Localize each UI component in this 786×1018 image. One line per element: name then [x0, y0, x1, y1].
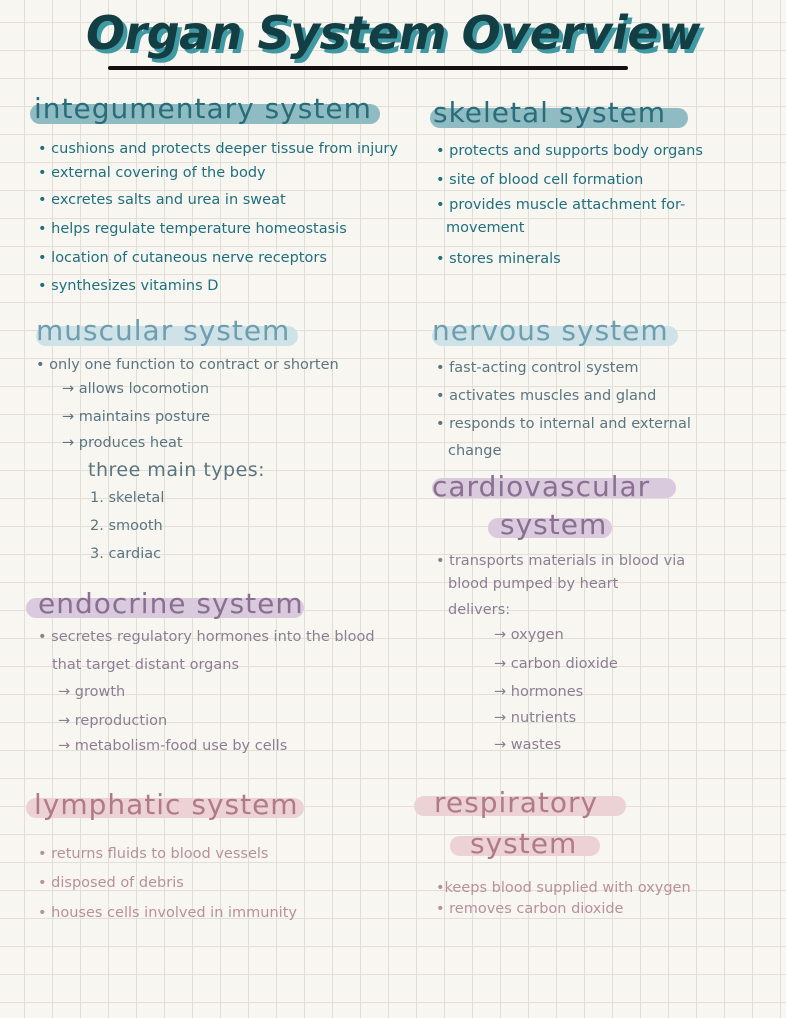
list-item: • location of cutaneous nerve receptors: [38, 250, 327, 266]
list-item: • returns fluids to blood vessels: [38, 846, 269, 862]
list-item: → carbon dioxide: [494, 656, 618, 672]
respiratory-heading: respiratory: [434, 786, 599, 819]
muscular-heading: muscular system: [36, 314, 291, 347]
list-item: • houses cells involved in immunity: [38, 905, 297, 921]
list-item: • only one function to contract or shorten: [36, 357, 339, 373]
list-item: • synthesizes vitamins D: [38, 278, 219, 294]
list-item: • helps regulate temperature homeostasis: [38, 221, 347, 237]
list-item: • fast-acting control system: [436, 360, 639, 376]
list-item: • protects and supports body organs: [436, 143, 703, 159]
list-item: 1. skeletal: [90, 490, 165, 506]
list-item: • removes carbon dioxide: [436, 901, 624, 917]
list-item: • activates muscles and gland: [436, 388, 657, 404]
list-item: •keeps blood supplied with oxygen: [436, 880, 691, 896]
list-item: • excretes salts and urea in sweat: [38, 192, 286, 208]
list-item: movement: [446, 220, 525, 236]
list-item: → metabolism-food use by cells: [58, 738, 288, 754]
cardiovascular-heading-line-2: system: [500, 508, 608, 541]
list-item: • site of blood cell formation: [436, 172, 644, 188]
list-item: • disposed of debris: [38, 875, 184, 891]
list-item: → nutrients: [494, 710, 577, 726]
list-item: → growth: [58, 684, 126, 700]
list-item: → allows locomotion: [62, 381, 210, 397]
list-item: blood pumped by heart: [448, 576, 619, 592]
list-item: → hormones: [494, 684, 584, 700]
list-item: 2. smooth: [90, 518, 163, 534]
list-item: delivers:: [448, 602, 511, 618]
list-item: • responds to internal and external: [436, 416, 691, 432]
title-underline: [108, 66, 628, 70]
list-item: • secretes regulatory hormones into the blood: [38, 629, 375, 645]
list-item: • cushions and protects deeper tissue from injury: [38, 141, 398, 157]
types-heading: three main types:: [88, 459, 266, 481]
list-item: → maintains posture: [62, 409, 211, 425]
list-item: • stores minerals: [436, 251, 561, 267]
integumentary-heading: integumentary system: [34, 92, 372, 125]
respiratory-heading-line-2: system: [470, 827, 578, 860]
list-item: • provides muscle attachment for-: [436, 197, 686, 213]
endocrine-heading: endocrine system: [38, 587, 304, 620]
list-item: • external covering of the body: [38, 165, 266, 181]
cardiovascular-heading: cardiovascular: [432, 470, 651, 503]
list-item: change: [448, 443, 502, 459]
list-item: 3. cardiac: [90, 546, 162, 562]
page-title: Organ System Overview: [85, 6, 701, 60]
list-item: → oxygen: [494, 627, 564, 643]
list-item: → produces heat: [62, 435, 183, 451]
lymphatic-heading: lymphatic system: [34, 788, 299, 821]
list-item: → reproduction: [58, 713, 168, 729]
list-item: that target distant organs: [52, 657, 240, 673]
list-item: → wastes: [494, 737, 562, 753]
nervous-heading: nervous system: [432, 314, 669, 347]
skeletal-heading: skeletal system: [433, 96, 667, 129]
list-item: • transports materials in blood via: [436, 553, 686, 569]
